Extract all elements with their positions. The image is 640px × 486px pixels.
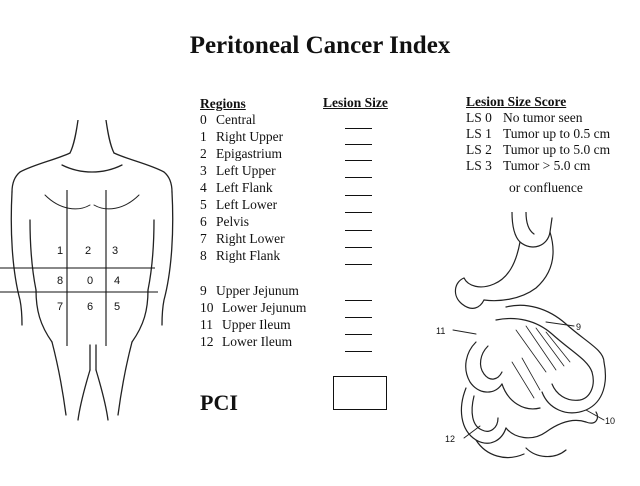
- intestine-diagram: [436, 212, 640, 484]
- region-number: 4: [200, 180, 207, 195]
- abdomen-region-diagram: [0, 120, 190, 480]
- body-region-number: 2: [84, 245, 92, 257]
- region-label: Lower Jejunum: [222, 300, 307, 315]
- region-label: Pelvis: [216, 214, 250, 229]
- lesion-size-score-row: [466, 142, 610, 158]
- lesion-size-entry-line[interactable]: [345, 160, 372, 161]
- region-label: Epigastrium: [216, 146, 282, 161]
- region-label: Upper Ileum: [222, 317, 291, 332]
- region-number: 6: [200, 214, 207, 229]
- region-label: Right Flank: [216, 248, 281, 263]
- region-row: [200, 248, 280, 264]
- lesion-size-entry-line[interactable]: [345, 230, 372, 231]
- score-continuation: or confluence: [509, 180, 583, 195]
- region-label: Right Lower: [216, 231, 285, 246]
- region-row: [200, 231, 285, 247]
- score-code: LS 0: [466, 110, 492, 125]
- lesion-size-entry-line[interactable]: [345, 334, 372, 335]
- region-number: 0: [200, 112, 207, 127]
- lesion-size-entry-line[interactable]: [345, 317, 372, 318]
- pci-total-box[interactable]: [333, 376, 387, 410]
- intestine-segment-label: 9: [576, 322, 582, 332]
- region-number: 1: [200, 129, 207, 144]
- pci-label: PCI: [200, 390, 238, 415]
- body-region-number: 3: [111, 245, 119, 257]
- region-number: 2: [200, 146, 207, 161]
- region-number: 10: [200, 300, 214, 315]
- region-row: [200, 112, 256, 128]
- region-label: Upper Jejunum: [216, 283, 299, 298]
- region-number: 3: [200, 163, 207, 178]
- lesion-size-score-row: [466, 126, 610, 142]
- region-number: 12: [200, 334, 214, 349]
- body-region-number: 0: [86, 275, 94, 287]
- lesion-size-entry-line[interactable]: [345, 128, 372, 129]
- score-description: Tumor up to 5.0 cm: [503, 142, 611, 157]
- region-number: 7: [200, 231, 207, 246]
- region-row: [200, 180, 273, 196]
- region-row: [200, 197, 277, 213]
- region-row: [200, 214, 249, 230]
- score-code: LS 1: [466, 126, 492, 141]
- body-region-number: 6: [86, 301, 94, 313]
- intestine-segment-label: 10: [605, 416, 616, 426]
- region-label: Left Flank: [216, 180, 273, 195]
- lesion-size-entry-line[interactable]: [345, 144, 372, 145]
- score-description: Tumor up to 0.5 cm: [503, 126, 611, 141]
- region-row: [200, 283, 299, 299]
- body-region-number: 7: [56, 301, 64, 313]
- body-region-number: 8: [56, 275, 64, 287]
- score-description: Tumor > 5.0 cm: [503, 158, 591, 173]
- lesion-size-entry-line[interactable]: [345, 300, 372, 301]
- intestine-segment-label: 11: [436, 326, 446, 336]
- body-region-number: 1: [56, 245, 64, 257]
- region-row: [200, 146, 282, 162]
- region-label: Central: [216, 112, 256, 127]
- lesion-size-entry-line[interactable]: [345, 247, 372, 248]
- lesion-size-score-header: Lesion Size Score: [466, 94, 567, 109]
- region-number: 8: [200, 248, 207, 263]
- region-row: [200, 334, 292, 350]
- region-row: [200, 163, 276, 179]
- lesion-size-score-row: [466, 158, 590, 174]
- region-row: [200, 300, 306, 316]
- score-code: LS 2: [466, 142, 492, 157]
- lesion-size-entry-line[interactable]: [345, 351, 372, 352]
- region-label: Lower Ileum: [222, 334, 293, 349]
- region-number: 5: [200, 197, 207, 212]
- region-label: Left Upper: [216, 163, 276, 178]
- body-region-number: 4: [113, 275, 121, 287]
- region-row: [200, 317, 291, 333]
- score-code: LS 3: [466, 158, 492, 173]
- page-title: Peritoneal Cancer Index: [189, 32, 451, 59]
- lesion-size-entry-line[interactable]: [345, 264, 372, 265]
- lesion-size-score-row: [466, 110, 582, 126]
- region-label: Left Lower: [216, 197, 278, 212]
- lesion-size-header: Lesion Size: [323, 95, 388, 110]
- lesion-size-entry-line[interactable]: [345, 177, 372, 178]
- region-number: 9: [200, 283, 207, 298]
- region-label: Right Upper: [216, 129, 284, 144]
- regions-header: Regions: [200, 96, 246, 111]
- body-region-number: 5: [113, 301, 121, 313]
- lesion-size-entry-line[interactable]: [345, 195, 372, 196]
- lesion-size-entry-line[interactable]: [345, 212, 372, 213]
- region-number: 11: [200, 317, 213, 332]
- intestine-segment-label: 12: [445, 434, 456, 444]
- score-description: No tumor seen: [503, 110, 583, 125]
- region-row: [200, 129, 283, 145]
